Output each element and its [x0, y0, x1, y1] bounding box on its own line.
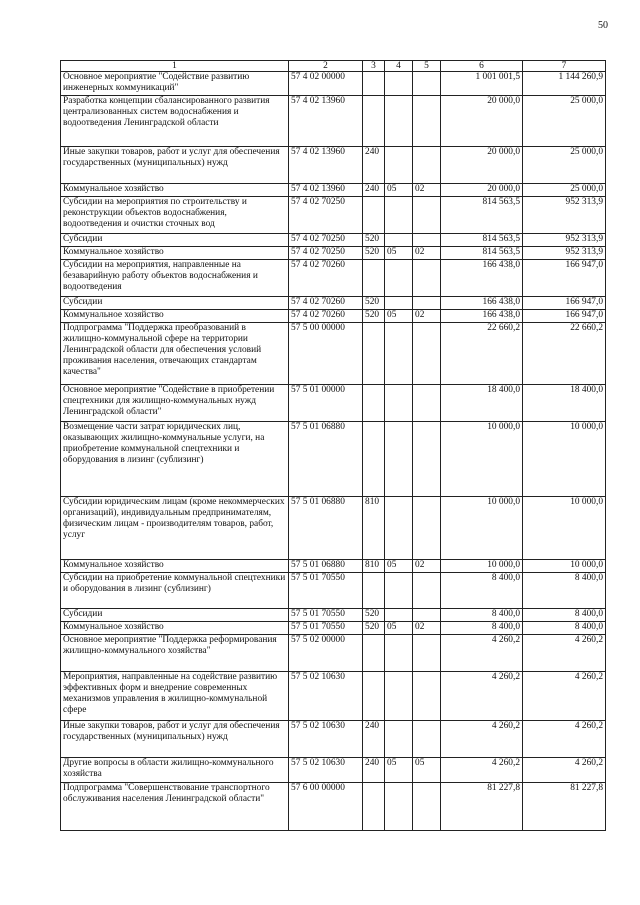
section-code: 05 — [385, 247, 413, 260]
table-row — [61, 635, 606, 672]
subsection-code — [413, 234, 441, 247]
column-header-row — [61, 61, 606, 72]
section-code — [385, 197, 413, 234]
amount-year-2: 4 260,2 — [523, 758, 606, 783]
expense-type — [363, 96, 385, 147]
column-header: 4 — [385, 61, 413, 72]
item-name: Субсидии на мероприятия по строительству и реконструкции объектов водоснабжения, водоотведения и очистки сточных вод — [61, 197, 289, 234]
target-code: 57 6 00 00000 — [289, 783, 363, 831]
item-name: Коммунальное хозяйство — [61, 560, 289, 573]
expense-type: 520 — [363, 297, 385, 310]
table-row — [61, 758, 606, 783]
target-code: 57 5 01 06880 — [289, 560, 363, 573]
expense-type — [363, 197, 385, 234]
amount-year-1: 18 400,0 — [441, 385, 523, 422]
amount-year-1: 81 227,8 — [441, 783, 523, 831]
item-name: Коммунальное хозяйство — [61, 622, 289, 635]
column-header: 6 — [441, 61, 523, 72]
table-row — [61, 184, 606, 197]
subsection-code: 02 — [413, 247, 441, 260]
target-code: 57 5 02 10630 — [289, 721, 363, 758]
expense-type — [363, 385, 385, 422]
amount-year-1: 814 563,5 — [441, 197, 523, 234]
table-row — [61, 721, 606, 758]
expense-type: 520 — [363, 234, 385, 247]
amount-year-1: 4 260,2 — [441, 672, 523, 721]
target-code: 57 4 02 70260 — [289, 297, 363, 310]
amount-year-1: 166 438,0 — [441, 297, 523, 310]
target-code: 57 4 02 70250 — [289, 247, 363, 260]
subsection-code — [413, 721, 441, 758]
table-row — [61, 573, 606, 609]
table-row — [61, 297, 606, 310]
subsection-code — [413, 96, 441, 147]
section-code — [385, 783, 413, 831]
section-code — [385, 497, 413, 560]
target-code: 57 4 02 13960 — [289, 96, 363, 147]
item-name: Субсидии — [61, 234, 289, 247]
table-row — [61, 323, 606, 385]
amount-year-2: 8 400,0 — [523, 573, 606, 609]
subsection-code — [413, 609, 441, 622]
subsection-code — [413, 72, 441, 96]
subsection-code — [413, 783, 441, 831]
target-code: 57 4 02 00000 — [289, 72, 363, 96]
section-code: 05 — [385, 560, 413, 573]
table-row — [61, 260, 606, 297]
expense-type: 520 — [363, 310, 385, 323]
expense-type — [363, 422, 385, 497]
budget-table — [60, 60, 606, 831]
amount-year-2: 4 260,2 — [523, 672, 606, 721]
amount-year-1: 814 563,5 — [441, 234, 523, 247]
table-row — [61, 234, 606, 247]
section-code — [385, 260, 413, 297]
target-code: 57 5 01 70550 — [289, 622, 363, 635]
target-code: 57 5 01 70550 — [289, 609, 363, 622]
item-name: Иные закупки товаров, работ и услуг для обеспечения государственных (муниципальных) нужд — [61, 721, 289, 758]
amount-year-2: 4 260,2 — [523, 635, 606, 672]
page-number: 50 — [598, 20, 608, 31]
section-code: 05 — [385, 758, 413, 783]
target-code: 57 5 01 06880 — [289, 497, 363, 560]
expense-type: 810 — [363, 497, 385, 560]
section-code — [385, 147, 413, 184]
subsection-code — [413, 297, 441, 310]
item-name: Разработка концепции сбалансированного развития централизованных систем водоснабжения и водоотведения Ленинградской области — [61, 96, 289, 147]
section-code: 05 — [385, 310, 413, 323]
amount-year-1: 814 563,5 — [441, 247, 523, 260]
item-name: Субсидии юридическим лицам (кроме некоммерческих организаций), индивидуальным предпринимателям, физическим лицам - производителям товаров, работ, услуг — [61, 497, 289, 560]
item-name: Субсидии — [61, 609, 289, 622]
table-row — [61, 622, 606, 635]
amount-year-1: 166 438,0 — [441, 310, 523, 323]
column-header: 2 — [289, 61, 363, 72]
amount-year-1: 166 438,0 — [441, 260, 523, 297]
section-code — [385, 385, 413, 422]
target-code: 57 5 00 00000 — [289, 323, 363, 385]
target-code: 57 5 01 06880 — [289, 422, 363, 497]
subsection-code — [413, 422, 441, 497]
table-row — [61, 783, 606, 831]
expense-type: 240 — [363, 721, 385, 758]
target-code: 57 5 02 10630 — [289, 758, 363, 783]
subsection-code — [413, 260, 441, 297]
amount-year-2: 952 313,9 — [523, 234, 606, 247]
item-name: Другие вопросы в области жилищно-коммунального хозяйства — [61, 758, 289, 783]
target-code: 57 4 02 13960 — [289, 184, 363, 197]
amount-year-1: 10 000,0 — [441, 422, 523, 497]
expense-type: 520 — [363, 609, 385, 622]
amount-year-2: 952 313,9 — [523, 197, 606, 234]
expense-type — [363, 573, 385, 609]
item-name: Подпрограмма "Совершенствование транспортного обслуживания населения Ленинградской области" — [61, 783, 289, 831]
table-row — [61, 96, 606, 147]
expense-type: 520 — [363, 247, 385, 260]
table-row — [61, 72, 606, 96]
table-row — [61, 609, 606, 622]
amount-year-2: 18 400,0 — [523, 385, 606, 422]
column-header: 7 — [523, 61, 606, 72]
subsection-code — [413, 573, 441, 609]
amount-year-1: 4 260,2 — [441, 758, 523, 783]
expense-type: 810 — [363, 560, 385, 573]
subsection-code: 02 — [413, 622, 441, 635]
amount-year-1: 10 000,0 — [441, 560, 523, 573]
target-code: 57 4 02 70250 — [289, 234, 363, 247]
amount-year-2: 25 000,0 — [523, 96, 606, 147]
amount-year-1: 4 260,2 — [441, 635, 523, 672]
section-code — [385, 96, 413, 147]
item-name: Подпрограмма "Поддержка преобразований в жилищно-коммунальной сфере на территории Ленинградской области для обеспечения условий проживания населения, отвечающих стандартам качества" — [61, 323, 289, 385]
target-code: 57 4 02 70260 — [289, 260, 363, 297]
amount-year-1: 22 660,2 — [441, 323, 523, 385]
section-code — [385, 635, 413, 672]
table-row — [61, 247, 606, 260]
amount-year-2: 166 947,0 — [523, 260, 606, 297]
section-code — [385, 422, 413, 497]
section-code — [385, 672, 413, 721]
expense-type — [363, 323, 385, 385]
amount-year-1: 20 000,0 — [441, 147, 523, 184]
amount-year-2: 25 000,0 — [523, 147, 606, 184]
amount-year-2: 166 947,0 — [523, 310, 606, 323]
target-code: 57 4 02 70260 — [289, 310, 363, 323]
expense-type — [363, 260, 385, 297]
table-row — [61, 310, 606, 323]
subsection-code: 02 — [413, 560, 441, 573]
amount-year-1: 20 000,0 — [441, 96, 523, 147]
target-code: 57 4 02 13960 — [289, 147, 363, 184]
item-name: Коммунальное хозяйство — [61, 247, 289, 260]
amount-year-2: 952 313,9 — [523, 247, 606, 260]
subsection-code — [413, 385, 441, 422]
table-row — [61, 197, 606, 234]
section-code — [385, 573, 413, 609]
item-name: Коммунальное хозяйство — [61, 184, 289, 197]
amount-year-1: 8 400,0 — [441, 609, 523, 622]
table-row — [61, 385, 606, 422]
amount-year-1: 4 260,2 — [441, 721, 523, 758]
table-row — [61, 560, 606, 573]
amount-year-2: 166 947,0 — [523, 297, 606, 310]
amount-year-1: 8 400,0 — [441, 573, 523, 609]
amount-year-2: 8 400,0 — [523, 609, 606, 622]
item-name: Субсидии на приобретение коммунальной спецтехники и оборудования в лизинг (сублизинг) — [61, 573, 289, 609]
target-code: 57 5 02 00000 — [289, 635, 363, 672]
section-code — [385, 609, 413, 622]
amount-year-1: 10 000,0 — [441, 497, 523, 560]
column-header: 3 — [363, 61, 385, 72]
item-name: Иные закупки товаров, работ и услуг для обеспечения государственных (муниципальных) нужд — [61, 147, 289, 184]
column-header: 1 — [61, 61, 289, 72]
table-row — [61, 672, 606, 721]
section-code: 05 — [385, 184, 413, 197]
section-code — [385, 234, 413, 247]
target-code: 57 5 01 00000 — [289, 385, 363, 422]
amount-year-2: 10 000,0 — [523, 422, 606, 497]
subsection-code — [413, 323, 441, 385]
target-code: 57 5 02 10630 — [289, 672, 363, 721]
subsection-code — [413, 197, 441, 234]
item-name: Субсидии — [61, 297, 289, 310]
table-row — [61, 422, 606, 497]
expense-type — [363, 783, 385, 831]
expense-type: 240 — [363, 147, 385, 184]
target-code: 57 5 01 70550 — [289, 573, 363, 609]
amount-year-1: 8 400,0 — [441, 622, 523, 635]
expense-type — [363, 635, 385, 672]
item-name: Коммунальное хозяйство — [61, 310, 289, 323]
expense-type: 240 — [363, 758, 385, 783]
expense-type: 240 — [363, 184, 385, 197]
amount-year-2: 10 000,0 — [523, 560, 606, 573]
subsection-code: 02 — [413, 184, 441, 197]
section-code — [385, 721, 413, 758]
amount-year-2: 25 000,0 — [523, 184, 606, 197]
item-name: Мероприятия, направленные на содействие развитию эффективных форм и внедрение современных механизмов управления в жилищно-коммунальной сфере — [61, 672, 289, 721]
subsection-code: 02 — [413, 310, 441, 323]
amount-year-2: 4 260,2 — [523, 721, 606, 758]
amount-year-1: 1 001 001,5 — [441, 72, 523, 96]
subsection-code — [413, 635, 441, 672]
table-row — [61, 497, 606, 560]
subsection-code — [413, 147, 441, 184]
section-code — [385, 72, 413, 96]
item-name: Субсидии на мероприятия, направленные на безаварийную работу объектов водоснабжения и водоотведения — [61, 260, 289, 297]
amount-year-1: 20 000,0 — [441, 184, 523, 197]
target-code: 57 4 02 70250 — [289, 197, 363, 234]
expense-type: 520 — [363, 622, 385, 635]
subsection-code — [413, 497, 441, 560]
item-name: Основное мероприятие "Содействие в приобретении спецтехники для жилищно-коммунальных нужд Ленинградской области" — [61, 385, 289, 422]
amount-year-2: 8 400,0 — [523, 622, 606, 635]
item-name: Основное мероприятие "Поддержка реформирования жилищно-коммунального хозяйства" — [61, 635, 289, 672]
subsection-code: 05 — [413, 758, 441, 783]
expense-type — [363, 672, 385, 721]
column-header: 5 — [413, 61, 441, 72]
expense-type — [363, 72, 385, 96]
amount-year-2: 10 000,0 — [523, 497, 606, 560]
section-code: 05 — [385, 622, 413, 635]
subsection-code — [413, 672, 441, 721]
amount-year-2: 22 660,2 — [523, 323, 606, 385]
item-name: Основное мероприятие "Содействие развитию инженерных коммуникаций" — [61, 72, 289, 96]
section-code — [385, 297, 413, 310]
item-name: Возмещение части затрат юридических лиц, оказывающих жилищно-коммунальные услуги, на приобретение коммунальной спецтехники и оборудования в лизинг (сублизинг) — [61, 422, 289, 497]
amount-year-2: 1 144 260,9 — [523, 72, 606, 96]
table-row — [61, 147, 606, 184]
section-code — [385, 323, 413, 385]
amount-year-2: 81 227,8 — [523, 783, 606, 831]
